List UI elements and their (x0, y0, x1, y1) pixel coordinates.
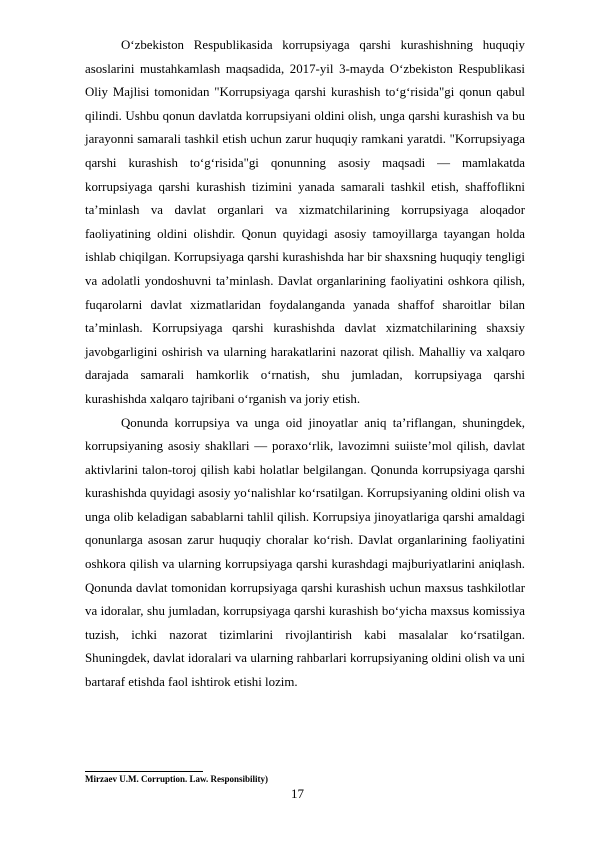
page-number: 17 (291, 786, 304, 801)
body-paragraph-1: O‘zbekiston Respublikasida korrupsiyaga qarshi kurashishning huquqiy asoslarini mustahkamlash maqsadida, 2017-yil 3-mayda O‘zbekiston Respublikasi Oliy Majlisi tomonidan "Korrupsiyaga qarshi kurashish to‘g‘risida"gi qonun qabul qilindi. Ushbu qonun davlatda korrupsiyani oldini olish, unga qarshi kurashish va bu jarayonni samarali tashkil etish uchun zarur huquqiy ramkani yaratdi. "Korrupsiyaga qarshi kurashish to‘g‘risida"gi qonunning asosiy maqsadi — mamlakatda korrupsiyaga qarshi kurashish tizimini yanada samarali tashkil etish, shaffoflikni ta’minlash va davlat organlari va xizmatchilarining korrupsiyaga aloqador faoliyatining oldini olishdir. Qonun quyidagi asosiy tamoyillarga tayangan holda ishlab chiqilgan. Korrupsiyaga qarshi kurashishda har bir shaxsning huquqiy tengligi va adolatli yondoshuvni ta’minlash. Davlat organlarining faoliyatini oshkora qilish, fuqarolarni davlat xizmatlaridan foydalanganda yanada shaffof sharoitlar bilan ta’minlash. Korrupsiyaga qarshi kurashishda davlat xizmatchilarining shaxsiy javobgarligini oshirish va ularning harakatlarini nazorat qilish. Mahalliy va xalqaro darajada samarali hamkorlik o‘rnatish, shu jumladan, korrupsiyaga qarshi kurashishda xalqaro tajribani o‘rganish va joriy etish. (85, 38, 525, 406)
footnote: Mirzaev U.M. Corruption. Law. Responsibility) (85, 774, 268, 784)
body-paragraph-2: Qonunda korrupsiya va unga oid jinoyatlar aniq ta’riflangan, shuningdek, korrupsiyaning asosiy shakllari — poraxo‘rlik, lavozimni suiiste’mol qilish, davlat aktivlarini talon-toroj qilish kabi holatlar belgilangan. Qonunda korrupsiyaga qarshi kurashishda quyidagi asosiy yo‘nalishlar ko‘rsatilgan. Korrupsiyaning oldini olish va unga olib keladigan sabablarni tahlil qilish. Korrupsiya jinoyatlariga qarshi amaldagi qonunlarga asosan zarur huquqiy choralar ko‘rish. Davlat organlarining faoliyatini oshkora qilish va ularning korrupsiyaga qarshi kurashdagi majburiyatlarini aniqlash. Qonunda davlat tomonidan korrupsiyaga qarshi kurashish uchun maxsus tashkilotlar va idoralar, shu jumladan, korrupsiyaga qarshi kurashish bo‘yicha maxsus komissiya tuzish, ichki nazorat tizimlarini rivojlantirish kabi masalalar ko‘rsatilgan. Shuningdek, davlat idoralari va ularning rahbarlari korrupsiyaning oldini olish va uni bartaraf etishda faol ishtirok etishi lozim. (85, 415, 525, 690)
page-body (85, 34, 525, 695)
footnote-separator (85, 771, 203, 772)
